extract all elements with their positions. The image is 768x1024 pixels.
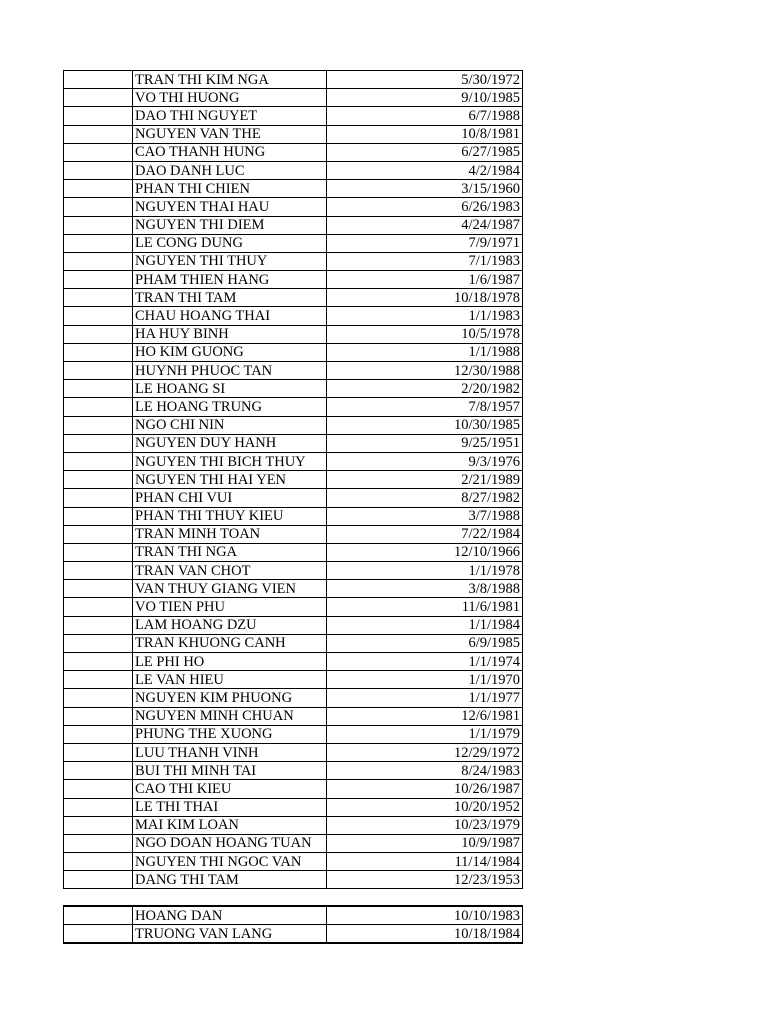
empty-cell	[64, 252, 133, 270]
name-cell: LE THI THAI	[133, 798, 327, 816]
table-row	[64, 853, 523, 871]
empty-cell	[64, 725, 133, 743]
date-cell: 6/9/1985	[327, 634, 523, 652]
roster-table-second-body	[64, 906, 523, 943]
table-row	[64, 471, 523, 489]
roster-table-second	[63, 905, 523, 944]
name-cell: TRAN VAN CHOT	[133, 562, 327, 580]
empty-cell	[64, 161, 133, 179]
date-cell: 3/15/1960	[327, 180, 523, 198]
empty-cell	[64, 562, 133, 580]
name-cell: LE PHI HO	[133, 653, 327, 671]
table-row	[64, 216, 523, 234]
empty-cell	[64, 125, 133, 143]
name-cell: CHAU HOANG THAI	[133, 307, 327, 325]
date-cell: 12/10/1966	[327, 543, 523, 561]
name-cell: HOANG DAN	[133, 906, 327, 925]
date-cell: 2/20/1982	[327, 380, 523, 398]
name-cell: PHAN CHI VUI	[133, 489, 327, 507]
name-cell: TRAN THI NGA	[133, 543, 327, 561]
table-row	[64, 780, 523, 798]
table-row	[64, 653, 523, 671]
table-row	[64, 143, 523, 161]
date-cell: 4/2/1984	[327, 161, 523, 179]
empty-cell	[64, 489, 133, 507]
empty-cell	[64, 543, 133, 561]
name-cell: LE VAN HIEU	[133, 671, 327, 689]
date-cell: 11/14/1984	[327, 853, 523, 871]
empty-cell	[64, 107, 133, 125]
empty-cell	[64, 798, 133, 816]
name-cell: LE CONG DUNG	[133, 234, 327, 252]
name-cell: HUYNH PHUOC TAN	[133, 362, 327, 380]
table-row	[64, 616, 523, 634]
date-cell: 12/23/1953	[327, 871, 523, 889]
date-cell: 10/20/1952	[327, 798, 523, 816]
table-row	[64, 434, 523, 452]
date-cell: 10/23/1979	[327, 816, 523, 834]
empty-cell	[64, 452, 133, 470]
table-row	[64, 161, 523, 179]
name-cell: PHAN THI THUY KIEU	[133, 507, 327, 525]
empty-cell	[64, 343, 133, 361]
table-row	[64, 525, 523, 543]
roster-table-main-body	[64, 71, 523, 889]
table-row	[64, 380, 523, 398]
name-cell: NGUYEN THI DIEM	[133, 216, 327, 234]
name-cell: CAO THI KIEU	[133, 780, 327, 798]
table-row	[64, 489, 523, 507]
table-row	[64, 307, 523, 325]
date-cell: 1/1/1970	[327, 671, 523, 689]
empty-cell	[64, 180, 133, 198]
empty-cell	[64, 653, 133, 671]
empty-cell	[64, 471, 133, 489]
date-cell: 12/6/1981	[327, 707, 523, 725]
empty-cell	[64, 380, 133, 398]
date-cell: 12/29/1972	[327, 743, 523, 761]
empty-cell	[64, 871, 133, 889]
date-cell: 8/27/1982	[327, 489, 523, 507]
name-cell: LE HOANG TRUNG	[133, 398, 327, 416]
empty-cell	[64, 762, 133, 780]
table-row	[64, 671, 523, 689]
table-row	[64, 343, 523, 361]
table-row	[64, 707, 523, 725]
name-cell: VAN THUY GIANG VIEN	[133, 580, 327, 598]
table-row	[64, 234, 523, 252]
date-cell: 1/6/1987	[327, 271, 523, 289]
table-row	[64, 634, 523, 652]
date-cell: 10/8/1981	[327, 125, 523, 143]
empty-cell	[64, 780, 133, 798]
empty-cell	[64, 525, 133, 543]
empty-cell	[64, 925, 133, 944]
empty-cell	[64, 271, 133, 289]
date-cell: 9/10/1985	[327, 89, 523, 107]
name-cell: HA HUY BINH	[133, 325, 327, 343]
date-cell: 6/26/1983	[327, 198, 523, 216]
date-cell: 6/7/1988	[327, 107, 523, 125]
date-cell: 9/3/1976	[327, 452, 523, 470]
date-cell: 1/1/1979	[327, 725, 523, 743]
name-cell: NGUYEN DUY HANH	[133, 434, 327, 452]
name-cell: MAI KIM LOAN	[133, 816, 327, 834]
empty-cell	[64, 634, 133, 652]
empty-cell	[64, 289, 133, 307]
name-cell: NGUYEN MINH CHUAN	[133, 707, 327, 725]
date-cell: 10/10/1983	[327, 906, 523, 925]
name-cell: NGUYEN KIM PHUONG	[133, 689, 327, 707]
table-row	[64, 398, 523, 416]
table-row	[64, 762, 523, 780]
name-cell: NGUYEN VAN THE	[133, 125, 327, 143]
empty-cell	[64, 689, 133, 707]
date-cell: 1/1/1984	[327, 616, 523, 634]
name-cell: LE HOANG SI	[133, 380, 327, 398]
name-cell: NGUYEN THI NGOC VAN	[133, 853, 327, 871]
empty-cell	[64, 834, 133, 852]
name-cell: DAO DANH LUC	[133, 161, 327, 179]
table-row	[64, 198, 523, 216]
table-row	[64, 416, 523, 434]
table-row	[64, 725, 523, 743]
name-cell: NGO CHI NIN	[133, 416, 327, 434]
table-row	[64, 743, 523, 761]
empty-cell	[64, 853, 133, 871]
date-cell: 10/18/1978	[327, 289, 523, 307]
name-cell: DANG THI TAM	[133, 871, 327, 889]
empty-cell	[64, 325, 133, 343]
table-row	[64, 252, 523, 270]
empty-cell	[64, 616, 133, 634]
roster-table-main	[63, 70, 523, 889]
empty-cell	[64, 580, 133, 598]
date-cell: 6/27/1985	[327, 143, 523, 161]
date-cell: 1/1/1978	[327, 562, 523, 580]
table-row	[64, 71, 523, 89]
table-row	[64, 125, 523, 143]
empty-cell	[64, 89, 133, 107]
empty-cell	[64, 307, 133, 325]
name-cell: DAO THI NGUYET	[133, 107, 327, 125]
table-row	[64, 871, 523, 889]
empty-cell	[64, 671, 133, 689]
empty-cell	[64, 216, 133, 234]
table-row	[64, 598, 523, 616]
table-row	[64, 798, 523, 816]
table-row	[64, 562, 523, 580]
date-cell: 7/9/1971	[327, 234, 523, 252]
date-cell: 1/1/1988	[327, 343, 523, 361]
name-cell: BUI THI MINH TAI	[133, 762, 327, 780]
date-cell: 12/30/1988	[327, 362, 523, 380]
empty-cell	[64, 598, 133, 616]
date-cell: 7/1/1983	[327, 252, 523, 270]
name-cell: HO KIM GUONG	[133, 343, 327, 361]
table-row	[64, 180, 523, 198]
name-cell: CAO THANH HUNG	[133, 143, 327, 161]
date-cell: 3/8/1988	[327, 580, 523, 598]
name-cell: NGUYEN THI THUY	[133, 252, 327, 270]
name-cell: LUU THANH VINH	[133, 743, 327, 761]
empty-cell	[64, 906, 133, 925]
date-cell: 3/7/1988	[327, 507, 523, 525]
table-row	[64, 689, 523, 707]
name-cell: VO THI HUONG	[133, 89, 327, 107]
name-cell: TRUONG VAN LANG	[133, 925, 327, 944]
empty-cell	[64, 234, 133, 252]
name-cell: NGUYEN THI BICH THUY	[133, 452, 327, 470]
empty-cell	[64, 71, 133, 89]
table-row	[64, 289, 523, 307]
name-cell: NGUYEN THAI HAU	[133, 198, 327, 216]
empty-cell	[64, 507, 133, 525]
date-cell: 10/30/1985	[327, 416, 523, 434]
empty-cell	[64, 143, 133, 161]
name-cell: TRAN THI KIM NGA	[133, 71, 327, 89]
date-cell: 1/1/1983	[327, 307, 523, 325]
date-cell: 11/6/1981	[327, 598, 523, 616]
table-row	[64, 271, 523, 289]
table-row	[64, 507, 523, 525]
table-row	[64, 362, 523, 380]
table-row	[64, 543, 523, 561]
table-row	[64, 107, 523, 125]
date-cell: 7/8/1957	[327, 398, 523, 416]
name-cell: NGUYEN THI HAI YEN	[133, 471, 327, 489]
empty-cell	[64, 707, 133, 725]
table-row	[64, 89, 523, 107]
date-cell: 1/1/1974	[327, 653, 523, 671]
empty-cell	[64, 198, 133, 216]
empty-cell	[64, 816, 133, 834]
empty-cell	[64, 743, 133, 761]
name-cell: TRAN MINH TOAN	[133, 525, 327, 543]
name-cell: PHUNG THE XUONG	[133, 725, 327, 743]
date-cell: 9/25/1951	[327, 434, 523, 452]
date-cell: 10/9/1987	[327, 834, 523, 852]
name-cell: PHAN THI CHIEN	[133, 180, 327, 198]
date-cell: 7/22/1984	[327, 525, 523, 543]
empty-cell	[64, 398, 133, 416]
table-row	[64, 452, 523, 470]
empty-cell	[64, 434, 133, 452]
date-cell: 5/30/1972	[327, 71, 523, 89]
table-row	[64, 925, 523, 944]
table-row	[64, 325, 523, 343]
name-cell: VO TIEN PHU	[133, 598, 327, 616]
name-cell: TRAN THI TAM	[133, 289, 327, 307]
date-cell: 8/24/1983	[327, 762, 523, 780]
date-cell: 4/24/1987	[327, 216, 523, 234]
name-cell: LAM HOANG DZU	[133, 616, 327, 634]
date-cell: 2/21/1989	[327, 471, 523, 489]
empty-cell	[64, 416, 133, 434]
date-cell: 10/18/1984	[327, 925, 523, 944]
table-row	[64, 834, 523, 852]
date-cell: 1/1/1977	[327, 689, 523, 707]
table-row	[64, 906, 523, 925]
date-cell: 10/26/1987	[327, 780, 523, 798]
name-cell: NGO DOAN HOANG TUAN	[133, 834, 327, 852]
table-row	[64, 816, 523, 834]
table-row	[64, 580, 523, 598]
name-cell: PHAM THIEN HANG	[133, 271, 327, 289]
empty-cell	[64, 362, 133, 380]
name-cell: TRAN KHUONG CANH	[133, 634, 327, 652]
date-cell: 10/5/1978	[327, 325, 523, 343]
